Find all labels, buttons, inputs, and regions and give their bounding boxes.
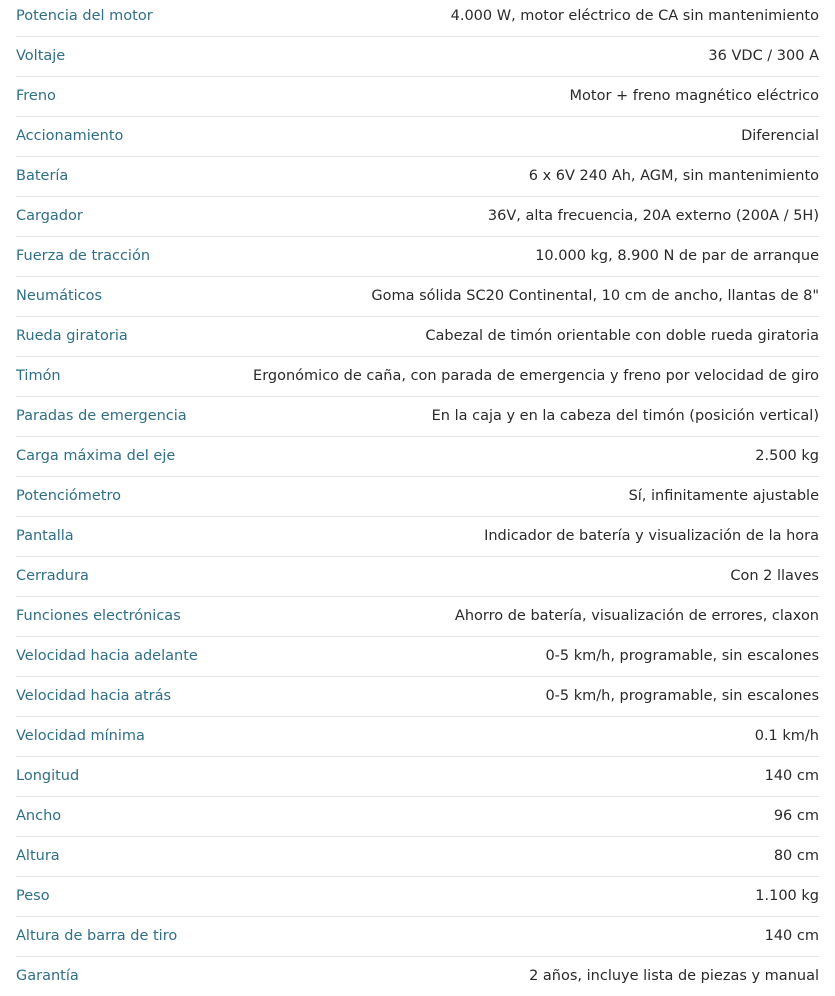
spec-value: 0.1 km/h — [198, 716, 819, 756]
spec-value: 1.100 kg — [198, 876, 819, 916]
spec-value: Indicador de batería y visualización de la hora — [198, 516, 819, 556]
spec-label: Freno — [16, 76, 198, 116]
spec-row — [16, 76, 819, 116]
spec-label: Potencia del motor — [16, 0, 198, 36]
spec-row — [16, 796, 819, 836]
spec-label: Funciones electrónicas — [16, 596, 198, 636]
spec-row — [16, 156, 819, 196]
spec-row — [16, 956, 819, 996]
spec-label: Cerradura — [16, 556, 198, 596]
spec-row — [16, 196, 819, 236]
spec-label: Altura de barra de tiro — [16, 916, 198, 956]
spec-row — [16, 396, 819, 436]
spec-label: Carga máxima del eje — [16, 436, 198, 476]
spec-label: Pantalla — [16, 516, 198, 556]
spec-row — [16, 596, 819, 636]
spec-value: 2 años, incluye lista de piezas y manual — [529, 968, 819, 985]
spec-value: En la caja y en la cabeza del timón (posición vertical) — [198, 396, 819, 436]
spec-label: Velocidad hacia adelante — [16, 636, 198, 676]
spec-label: Cargador — [16, 196, 198, 236]
spec-label: Accionamiento — [16, 116, 198, 156]
spec-label: Velocidad mínima — [16, 716, 198, 756]
spec-label: Paradas de emergencia — [16, 396, 198, 436]
spec-value: 80 cm — [198, 836, 819, 876]
spec-value: 4.000 W, motor eléctrico de CA sin mantenimiento — [198, 0, 819, 36]
spec-label: Garantía — [16, 968, 79, 985]
spec-label: Rueda giratoria — [16, 316, 198, 356]
spec-value: 36 VDC / 300 A — [198, 36, 819, 76]
spec-row — [16, 916, 819, 956]
spec-value: Sí, infinitamente ajustable — [198, 476, 819, 516]
spec-label: Longitud — [16, 756, 198, 796]
spec-row — [16, 356, 819, 396]
spec-row — [16, 476, 819, 516]
spec-row — [16, 636, 819, 676]
spec-row — [16, 716, 819, 756]
spec-row — [16, 676, 819, 716]
spec-row — [16, 236, 819, 276]
spec-row — [16, 436, 819, 476]
spec-label: Potenciómetro — [16, 476, 198, 516]
spec-value: 140 cm — [198, 916, 819, 956]
spec-value: Goma sólida SC20 Continental, 10 cm de ancho, llantas de 8" — [198, 276, 819, 316]
spec-value: Motor + freno magnético eléctrico — [198, 76, 819, 116]
spec-row — [16, 756, 819, 796]
spec-row — [16, 316, 819, 356]
spec-label: Batería — [16, 156, 198, 196]
spec-value: Ahorro de batería, visualización de errores, claxon — [198, 596, 819, 636]
spec-row — [16, 516, 819, 556]
spec-row — [16, 36, 819, 76]
spec-row — [16, 876, 819, 916]
spec-value: 2.500 kg — [198, 436, 819, 476]
spec-value: 96 cm — [198, 796, 819, 836]
spec-row — [16, 556, 819, 596]
spec-value: 140 cm — [198, 756, 819, 796]
specifications-table — [16, 0, 819, 996]
spec-value: Con 2 llaves — [198, 556, 819, 596]
spec-value: Ergonómico de caña, con parada de emergencia y freno por velocidad de giro — [198, 356, 819, 396]
spec-value: 10.000 kg, 8.900 N de par de arranque — [198, 236, 819, 276]
spec-label: Timón — [16, 356, 198, 396]
spec-label: Peso — [16, 876, 198, 916]
spec-row — [16, 116, 819, 156]
spec-value: Cabezal de timón orientable con doble rueda giratoria — [198, 316, 819, 356]
spec-value: 6 x 6V 240 Ah, AGM, sin mantenimiento — [198, 156, 819, 196]
spec-value: 0-5 km/h, programable, sin escalones — [198, 636, 819, 676]
specifications-body — [16, 0, 819, 996]
spec-label: Ancho — [16, 796, 198, 836]
spec-label: Altura — [16, 836, 198, 876]
spec-label: Velocidad hacia atrás — [16, 676, 198, 716]
spec-row — [16, 276, 819, 316]
spec-label: Voltaje — [16, 36, 198, 76]
spec-value: 36V, alta frecuencia, 20A externo (200A / 5H) — [198, 196, 819, 236]
spec-row — [16, 836, 819, 876]
spec-row — [16, 0, 819, 36]
spec-value: Diferencial — [198, 116, 819, 156]
spec-value: 0-5 km/h, programable, sin escalones — [198, 676, 819, 716]
spec-label: Neumáticos — [16, 276, 198, 316]
spec-label: Fuerza de tracción — [16, 236, 198, 276]
